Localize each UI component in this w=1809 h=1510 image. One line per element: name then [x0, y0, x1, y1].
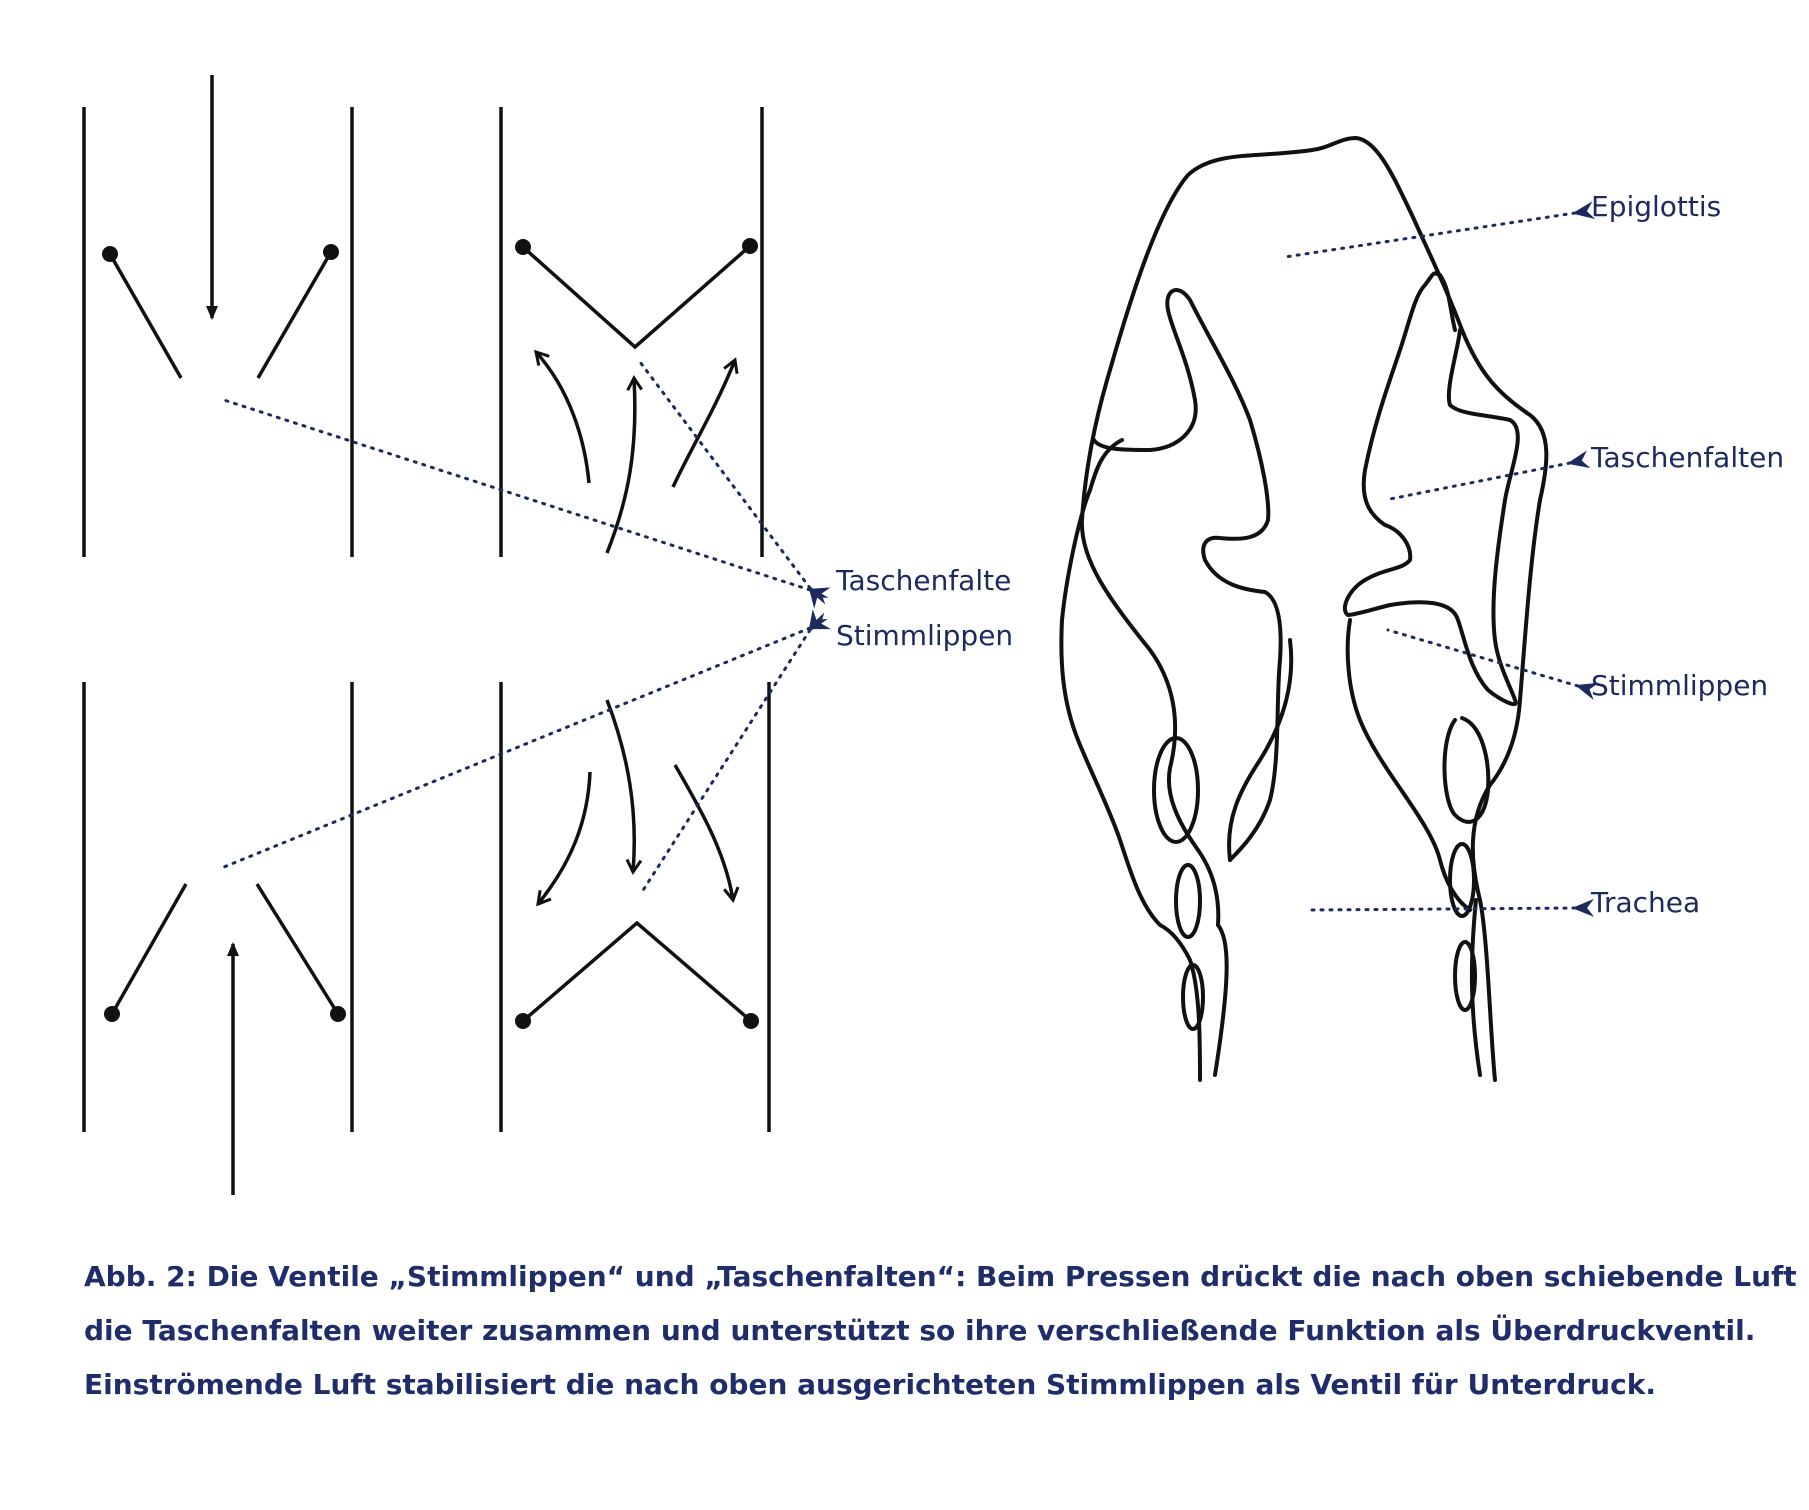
left-leaders — [224, 362, 810, 895]
fold-anchor-dot — [515, 239, 531, 255]
caption-line-3: Einströmende Luft stabilisiert die nach oben ausgerichteten Stimmlippen als Ventil für Unterdruck. — [84, 1368, 1656, 1401]
fold-anchor-dot — [102, 246, 118, 262]
panel-bottom-right — [501, 682, 769, 1132]
label-stimmlippen-right: Stimmlippen — [1591, 669, 1769, 702]
fold-anchor-dot — [104, 1006, 120, 1022]
label-epiglottis: Epiglottis — [1591, 190, 1722, 223]
caption-line-2: die Taschenfalten weiter zusammen und unterstützt so ihre verschließende Funktion als Überdruckventil. — [84, 1314, 1756, 1347]
fold-anchor-dot — [743, 1013, 759, 1029]
fold-anchor-dot — [330, 1006, 346, 1022]
panel-top-left — [84, 75, 352, 557]
label-taschenfalte: Taschenfalte — [836, 564, 1012, 597]
fold-anchor-dot — [323, 244, 339, 260]
fold-anchor-dot — [515, 1013, 531, 1029]
caption-line-1: Abb. 2: Die Ventile „Stimmlippen“ und „Taschenfalten“: Beim Pressen drückt die nach oben schiebende Luft — [84, 1260, 1797, 1293]
larynx-section — [1061, 138, 1546, 1080]
panel-bottom-left — [84, 682, 352, 1195]
fold-anchor-dot — [742, 238, 758, 254]
label-stimmlippen-left: Stimmlippen — [836, 619, 1014, 652]
panel-top-right — [501, 107, 762, 557]
label-taschenfalten: Taschenfalten — [1591, 441, 1785, 474]
figure-caption — [84, 1250, 1797, 1412]
label-trachea: Trachea — [1591, 886, 1701, 919]
